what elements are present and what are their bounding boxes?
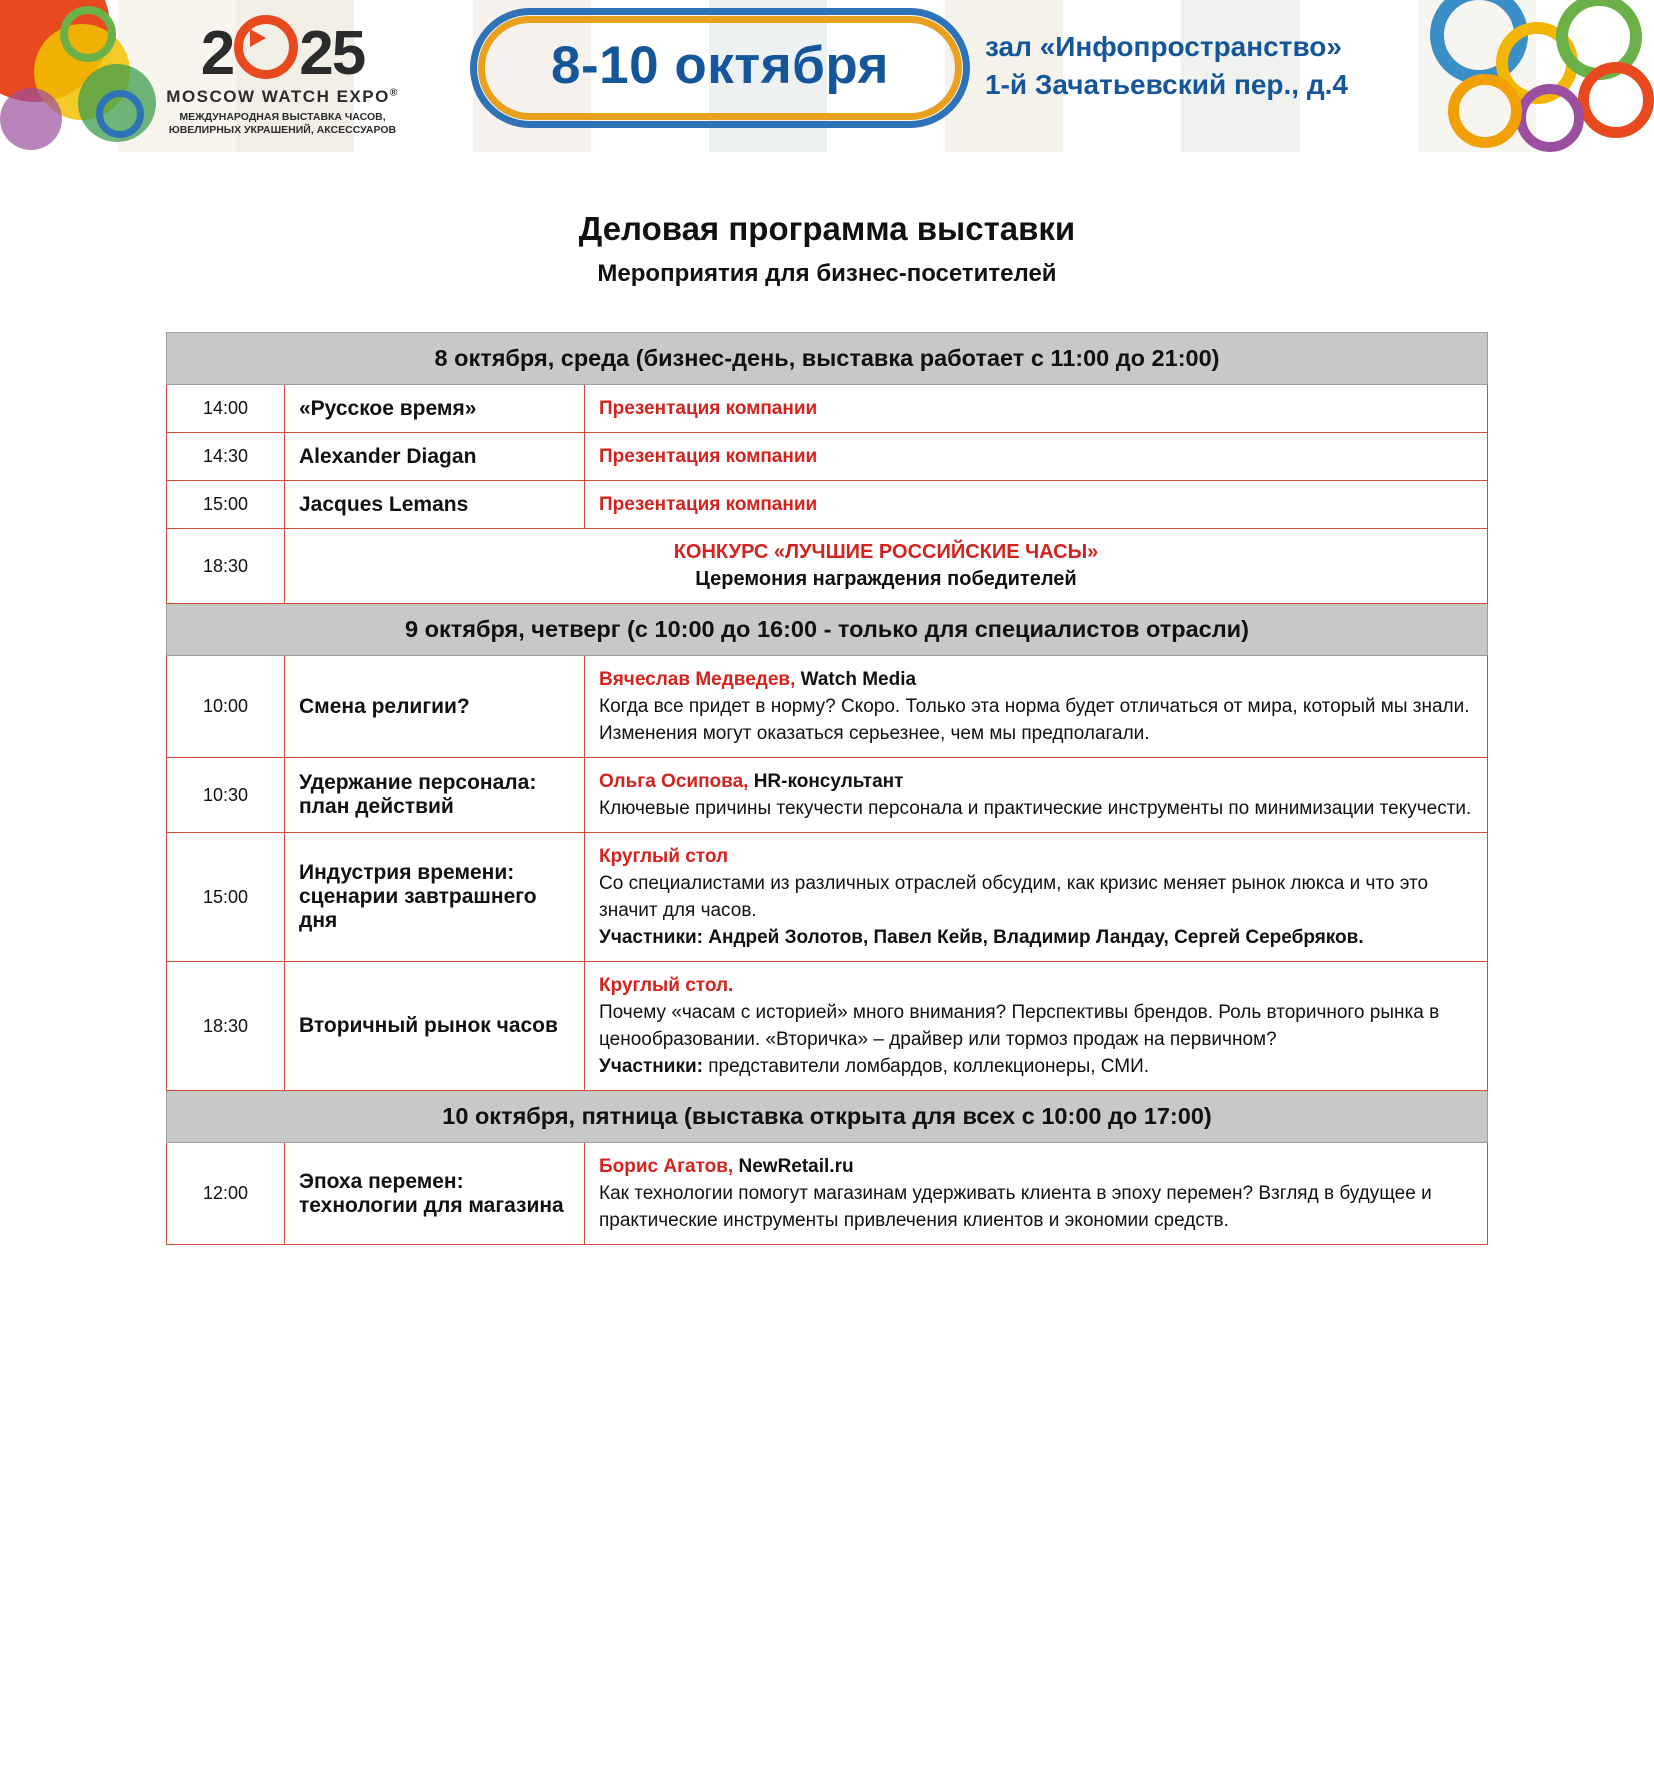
row-topic: Смена религии? bbox=[285, 656, 585, 758]
participants-list: представители ломбардов, коллекционеры, СМИ. bbox=[702, 1056, 1150, 1077]
header-banner bbox=[0, 0, 1654, 152]
row-speaker-line bbox=[599, 768, 1473, 795]
page-title: Деловая программа выставки bbox=[578, 210, 1076, 247]
row-award bbox=[285, 529, 1488, 604]
row-time: 18:30 bbox=[167, 529, 285, 604]
logo-ring-icon bbox=[234, 15, 298, 79]
logo-description bbox=[150, 111, 415, 137]
venue-line-1: зал «Инфопространство» bbox=[985, 31, 1342, 62]
row-topic: Jacques Lemans bbox=[285, 481, 585, 529]
expo-logo bbox=[150, 10, 415, 137]
row-description bbox=[585, 833, 1488, 962]
row-description-accent: Презентация компании bbox=[599, 398, 818, 419]
logo-year: 2 25 bbox=[201, 10, 364, 85]
table-row bbox=[167, 656, 1488, 758]
award-subtitle: Церемония награждения победителей bbox=[695, 568, 1077, 590]
row-description bbox=[585, 656, 1488, 758]
speaker-name: Вячеслав Медведев, bbox=[599, 669, 796, 690]
row-description-accent: Презентация компании bbox=[599, 446, 818, 467]
row-speaker-line bbox=[599, 666, 1473, 693]
table-row bbox=[167, 758, 1488, 833]
table-row bbox=[167, 481, 1488, 529]
logo-description-line1: МЕЖДУНАРОДНАЯ ВЫСТАВКА ЧАСОВ, bbox=[179, 111, 386, 123]
row-topic: Alexander Diagan bbox=[285, 433, 585, 481]
row-body: Когда все придет в норму? Скоро. Только эта норма будет отличаться от мира, который мы знали. Изменения могут оказаться серьезнее, чем мы предполагали. bbox=[599, 696, 1470, 744]
gear-icon-right-6 bbox=[1448, 74, 1522, 148]
day-header-oct-8: 8 октября, среда (бизнес-день, выставка работает с 11:00 до 21:00) bbox=[167, 333, 1488, 385]
row-participants bbox=[599, 1053, 1473, 1080]
row-time: 10:30 bbox=[167, 758, 285, 833]
row-description bbox=[585, 433, 1488, 481]
gear-icon-right-5 bbox=[1516, 84, 1584, 152]
table-row bbox=[167, 1143, 1488, 1245]
day-header-oct-9: 9 октября, четверг (с 10:00 до 16:00 - только для специалистов отрасли) bbox=[167, 604, 1488, 656]
row-body: Как технологии помогут магазинам удерживать клиента в эпоху перемен? Взгляд в будущее и практические инструменты привлечения клиентов и экономии средств. bbox=[599, 1183, 1432, 1231]
speaker-name: Круглый стол. bbox=[599, 975, 734, 996]
row-topic: «Русское время» bbox=[285, 385, 585, 433]
row-speaker-line bbox=[599, 843, 1473, 870]
participants-label: Участники: bbox=[599, 927, 703, 948]
row-speaker-line bbox=[599, 1153, 1473, 1180]
program-table bbox=[166, 332, 1488, 1245]
row-time: 14:30 bbox=[167, 433, 285, 481]
row-topic: Индустрия времени: сценарии завтрашнего дня bbox=[285, 833, 585, 962]
table-row bbox=[167, 962, 1488, 1091]
row-body: Почему «часам с историей» много внимания? Перспективы брендов. Роль вторичного рынка в ценообразовании. «Вторичка» – драйвер или тормоз продаж на первичном? bbox=[599, 1002, 1440, 1050]
table-row bbox=[167, 385, 1488, 433]
speaker-name: Борис Агатов, bbox=[599, 1156, 734, 1177]
row-time: 12:00 bbox=[167, 1143, 285, 1245]
day-header-row bbox=[167, 333, 1488, 385]
row-time: 18:30 bbox=[167, 962, 285, 1091]
row-participants bbox=[599, 924, 1473, 951]
banner-dates: 8-10 октября bbox=[551, 36, 889, 95]
row-time: 14:00 bbox=[167, 385, 285, 433]
gear-icon-right-4 bbox=[1578, 62, 1654, 138]
speaker-name: Круглый стол bbox=[599, 846, 729, 867]
speaker-org: Watch Media bbox=[795, 669, 917, 690]
row-speaker-line bbox=[599, 972, 1473, 999]
table-row bbox=[167, 433, 1488, 481]
page-subtitle: Мероприятия для бизнес-посетителей bbox=[597, 260, 1057, 287]
logo-description-line2: ЮВЕЛИРНЫХ УКРАШЕНИЙ, АКСЕССУАРОВ bbox=[168, 124, 397, 136]
table-row bbox=[167, 833, 1488, 962]
logo-name: MOSCOW WATCH EXPO® bbox=[166, 87, 399, 106]
banner-venue bbox=[985, 28, 1425, 104]
row-description bbox=[585, 1143, 1488, 1245]
award-title: КОНКУРС «ЛУЧШИЕ РОССИЙСКИЕ ЧАСЫ» bbox=[673, 541, 1099, 563]
row-time: 10:00 bbox=[167, 656, 285, 758]
day-header-row bbox=[167, 604, 1488, 656]
row-topic: Удержание персонала: план действий bbox=[285, 758, 585, 833]
day-header-row bbox=[167, 1091, 1488, 1143]
row-topic: Эпоха перемен: технологии для магазина bbox=[285, 1143, 585, 1245]
row-body: Ключевые причины текучести персонала и практические инструменты по минимизации текучести. bbox=[599, 798, 1472, 819]
gear-icon-left-1 bbox=[60, 6, 116, 62]
row-description bbox=[585, 962, 1488, 1091]
table-row bbox=[167, 529, 1488, 604]
venue-line-2: 1-й Зачатьевский пер., д.4 bbox=[985, 69, 1348, 100]
participants-label: Участники: bbox=[599, 1056, 703, 1077]
participants-list: Андрей Золотов, Павел Кейв, Владимир Ландау, Сергей Серебряков. bbox=[702, 927, 1364, 948]
row-description bbox=[585, 385, 1488, 433]
gear-icon-left-2 bbox=[96, 90, 144, 138]
row-description bbox=[585, 758, 1488, 833]
row-description-accent: Презентация компании bbox=[599, 494, 818, 515]
row-description bbox=[585, 481, 1488, 529]
speaker-org: HR-консультант bbox=[748, 771, 904, 792]
day-header-oct-10: 10 октября, пятница (выставка открыта для всех с 10:00 до 17:00) bbox=[167, 1091, 1488, 1143]
row-topic: Вторичный рынок часов bbox=[285, 962, 585, 1091]
speaker-name: Ольга Осипова, bbox=[599, 771, 749, 792]
row-time: 15:00 bbox=[167, 481, 285, 529]
row-body: Со специалистами из различных отраслей обсудим, как кризис меняет рынок люкса и что это значит для часов. bbox=[599, 873, 1429, 921]
decor-circle-purple bbox=[0, 88, 62, 150]
speaker-org: NewRetail.ru bbox=[733, 1156, 854, 1177]
row-time: 15:00 bbox=[167, 833, 285, 962]
